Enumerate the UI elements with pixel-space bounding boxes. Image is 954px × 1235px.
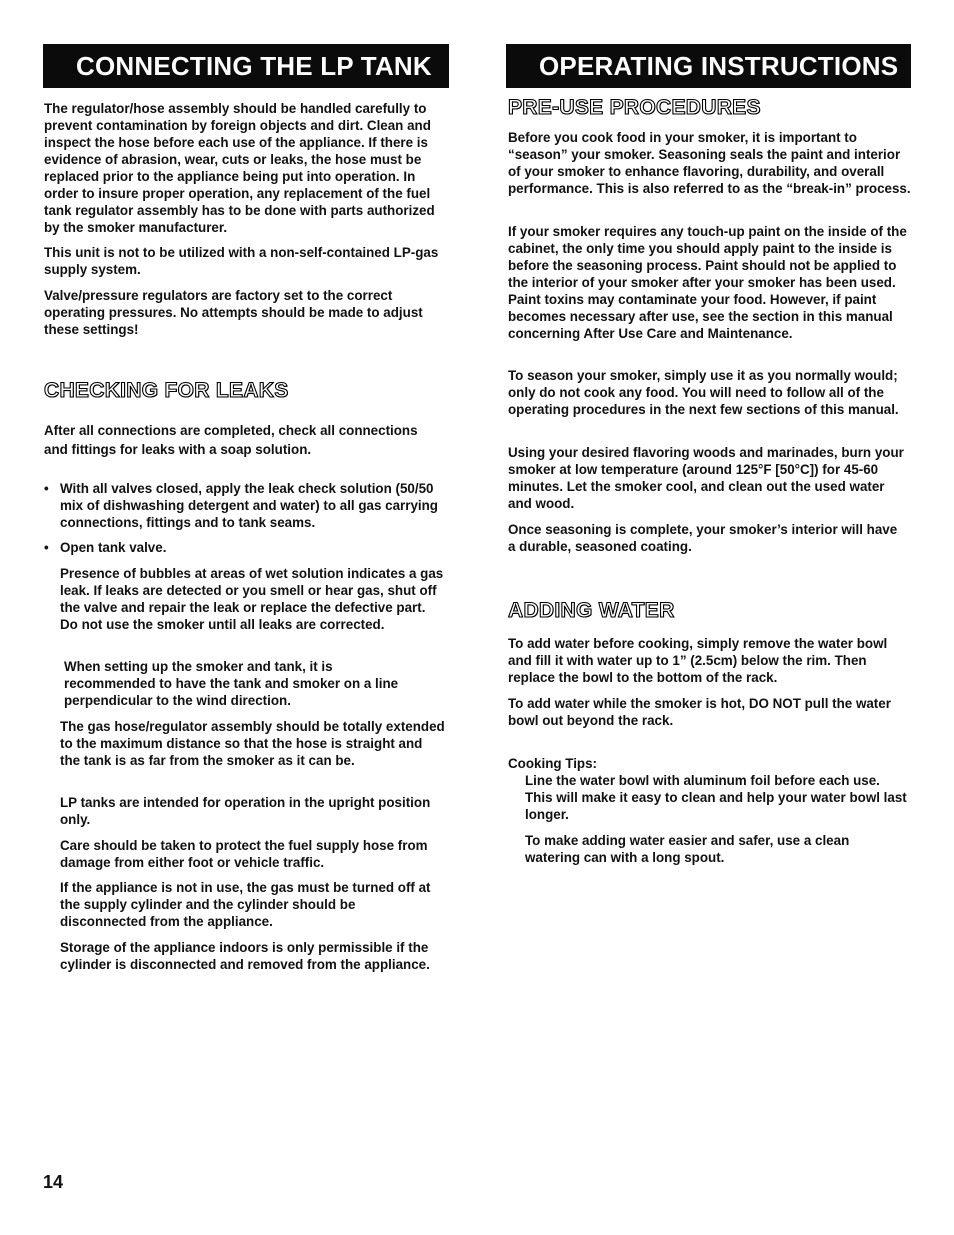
preuse-paragraph-3: To season your smoker, simply use it as you normally would; only do not cook any food. You will need to follow all of the operating procedures in the next few sections of this manual.: [508, 368, 899, 417]
indoor-storage-paragraph: Storage of the appliance indoors is only permissible if the cylinder is disconnected and removed from the appliance.: [60, 940, 430, 972]
lp-tank-paragraph-3: Valve/pressure regulators are factory set to the correct operating pressures. No attempts should be made to adjust these settings!: [44, 288, 423, 337]
preuse-paragraph-4: Using your desired flavoring woods and marinades, burn your smoker at low temperature (around 125°F [50°C]) for 45-60 minutes. Let the smoker cool, and clean out the used water and wood.: [508, 445, 904, 511]
lp-tank-paragraph-2: This unit is not to be utilized with a non-self-contained LP-gas supply system.: [44, 245, 439, 277]
section-banner-operating-instructions: OPERATING INSTRUCTIONS: [506, 44, 911, 88]
leak-check-bullet-1: With all valves closed, apply the leak check solution (50/50 mix of dishwashing detergent and water) to all gas carrying connections, fittings and to tank seams.: [60, 481, 438, 530]
leak-check-bullet-2: Open tank valve.: [60, 540, 167, 555]
hose-protection-paragraph: Care should be taken to protect the fuel supply hose from damage from either foot or vehicle traffic.: [60, 838, 428, 870]
section-banner-connecting-lp-tank: CONNECTING THE LP TANK: [43, 44, 449, 88]
cooking-tip-1: Line the water bowl with aluminum foil before each use. This will make it easy to clean and help your water bowl last longer.: [525, 773, 907, 822]
preuse-paragraph-2: If your smoker requires any touch-up paint on the inside of the cabinet, the only time you should apply paint to the inside is before the seasoning process. Paint should not be applied to the interior of your smoker after your smoker has been used. Paint toxins may contaminate your food. However, if paint becomes necessary after use, see the section in this manual concerning After Use Care and Maintenance.: [508, 224, 907, 341]
preuse-paragraph-5: Once seasoning is complete, your smoker’s interior will have a durable, seasoned coating.: [508, 522, 898, 554]
cooking-tips-label: Cooking Tips:: [508, 756, 598, 771]
pre-use-procedures-heading: PRE-USE PROCEDURES: [508, 96, 761, 119]
page-number: 14: [43, 1172, 64, 1192]
preuse-paragraph-1: Before you cook food in your smoker, it is important to “season” your smoker. Seasoning seals the paint and interior of your smoker to enhance flavoring, durability, and overall performance. This is also referred to as the “break-in” process.: [508, 130, 911, 196]
adding-water-paragraph-1: To add water before cooking, simply remove the water bowl and fill it with water up to 1” (2.5cm) below the rim. Then replace the bowl to the bottom of the rack.: [508, 636, 888, 685]
cooking-tip-2: To make adding water easier and safer, use a clean watering can with a long spout.: [525, 833, 850, 865]
adding-water-heading: ADDING WATER: [508, 599, 675, 622]
bullet-marker: •: [44, 481, 49, 496]
leaks-intro-paragraph: After all connections are completed, check all connections and fittings for leaks with a soap solution.: [44, 423, 418, 457]
setup-direction-paragraph: When setting up the smoker and tank, it is recommended to have the tank and smoker on a line perpendicular to the wind direction.: [64, 659, 399, 708]
bullet-marker: •: [44, 540, 49, 555]
checking-for-leaks-heading: CHECKING FOR LEAKS: [44, 379, 289, 402]
lp-tank-paragraph-1: The regulator/hose assembly should be handled carefully to prevent contamination by foreign objects and dirt. Clean and inspect the hose before each use of the appliance. If there is evidence of abrasion, wear, cuts or leaks, the hose must be replaced prior to the appliance being put into operation. In order to insure proper operation, any replacement of the fuel tank regulator assembly has to be done with parts authorized by the smoker manufacturer.: [44, 101, 435, 235]
gas-off-paragraph: If the appliance is not in use, the gas must be turned off at the supply cylinder and the cylinder should be disconnected from the appliance.: [60, 880, 431, 929]
hose-extension-paragraph: The gas hose/regulator assembly should be totally extended to the maximum distance so that the hose is straight and the tank is as far from the smoker as it can be.: [60, 719, 445, 768]
bubbles-paragraph: Presence of bubbles at areas of wet solution indicates a gas leak. If leaks are detected or you smell or hear gas, shut off the valve and repair the leak or replace the defective part. Do not use the smoker until all leaks are corrected.: [60, 566, 444, 632]
adding-water-paragraph-2: To add water while the smoker is hot, DO NOT pull the water bowl out beyond the rack.: [508, 696, 891, 728]
upright-position-paragraph: LP tanks are intended for operation in the upright position only.: [60, 795, 431, 827]
